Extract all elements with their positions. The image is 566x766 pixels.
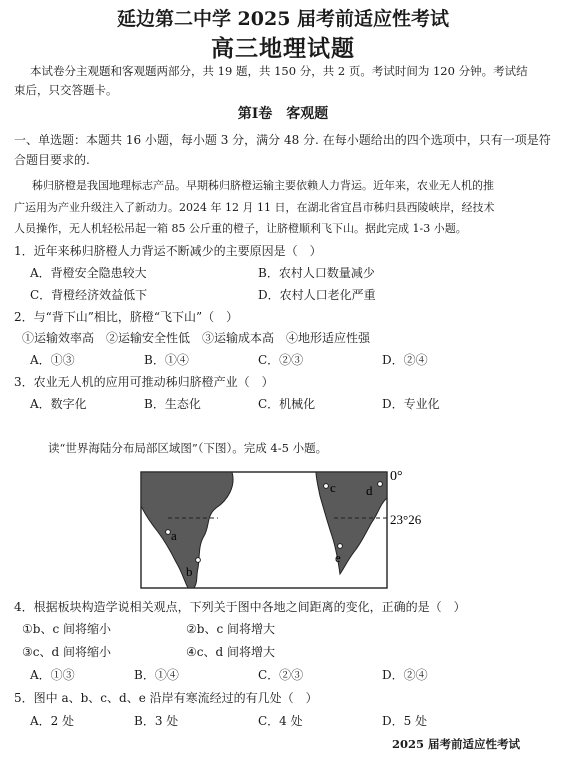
q2-option-a: A．①③ [30, 353, 75, 367]
q4-option-b: B．①④ [134, 668, 179, 682]
q5-option-d: D．5 处 [382, 714, 428, 728]
q4-option-c: C．②③ [258, 668, 304, 682]
point-a-label: a [171, 528, 177, 543]
q2-option-d: D．②④ [382, 353, 428, 367]
point-b-marker [196, 558, 201, 563]
point-a-marker [166, 530, 171, 535]
q1-option-d: D．农村人口老化严重 [258, 288, 376, 302]
school-title: 延边第二中学 2025 届考前适应性考试 [116, 8, 450, 30]
q5-option-c: C．4 处 [258, 714, 303, 728]
q3-option-a: A．数字化 [30, 397, 87, 411]
section-intro-line-2: 合题目要求的. [14, 153, 90, 167]
instructions-line-1: 本试卷分主观题和客观题两部分，共 19 题，共 150 分，共 2 页。考试时间为 120 分钟。考试结 [30, 64, 528, 78]
q5-option-a: A．2 处 [30, 714, 75, 728]
q4-option-a: A．①③ [30, 668, 75, 682]
q1-option-b: B．农村人口数量减少 [258, 266, 375, 280]
point-e-marker [338, 544, 343, 549]
passage1-line-3: 人员操作，无人机轻松吊起一箱 85 公斤重的橙子，让脐橙顺利飞下山。据此完成 1-3 小题。 [14, 222, 467, 235]
world-sea-land-map [140, 464, 422, 590]
passage2-line-1: 读“世界海陆分布局部区域图”（下图）。完成 4-5 小题。 [48, 441, 328, 455]
q2-option-b: B．①④ [144, 353, 189, 367]
point-c-label: c [330, 480, 336, 495]
passage1-line-2: 广运用为产业升级注入了新动力。2024 年 12 月 11 日，在湖北省宜昌市秭归县西陵峡岸，经技术 [14, 201, 495, 214]
section-intro-line-1: 一、单选题：本题共 16 小题，每小题 3 分，满分 48 分. 在每小题给出的四个选项中，只有一项是符 [14, 133, 551, 147]
q1-stem: 1．近年来秭归脐橙人力背运不断减少的主要原因是（ ） [14, 244, 322, 258]
section-title: 第Ⅰ卷 客观题 [237, 106, 329, 122]
passage1-line-1: 秭归脐橙是我国地理标志产品。早期秭归脐橙运输主要依赖人力背运。近年来，农业无人机的推 [32, 179, 494, 192]
footer-text: 2025 届考前适应性考试 [392, 737, 521, 751]
point-c-marker [324, 484, 329, 489]
q4-item-4: ④c、d 间将增大 [186, 645, 275, 659]
instructions-line-2: 束后，只交答题卡。 [14, 83, 118, 97]
q5-option-b: B．3 处 [134, 714, 179, 728]
point-b-label: b [186, 564, 193, 579]
point-e-label: e [335, 550, 341, 565]
q4-item-1: ①b、c 间将缩小 [22, 622, 111, 636]
q3-option-c: C．机械化 [258, 397, 316, 411]
q4-item-3: ③c、d 间将缩小 [22, 645, 111, 659]
q4-stem: 4．根据板块构造学说相关观点，下列关于图中各地之间距离的变化，正确的是（ ） [14, 600, 466, 614]
q3-option-d: D．专业化 [382, 397, 440, 411]
point-d-label: d [366, 483, 373, 498]
subject-title: 高三地理试题 [211, 35, 355, 62]
q2-stem: 2．与“背下山”相比，脐橙“飞下山”（ ） [14, 310, 239, 324]
q2-option-c: C．②③ [258, 353, 304, 367]
equator-label: 0° [390, 469, 403, 484]
q3-option-b: B．生态化 [144, 397, 201, 411]
map-svg [140, 464, 422, 590]
q5-stem: 5．图中 a、b、c、d、e 沿岸有寒流经过的有几处（ ） [14, 691, 318, 705]
q2-items: ①运输效率高 ②运输安全性低 ③运输成本高 ④地形适应性强 [22, 331, 371, 345]
point-d-marker [378, 482, 383, 487]
q1-option-c: C．背橙经济效益低下 [30, 288, 148, 302]
q4-item-2: ②b、c 间将增大 [186, 622, 275, 636]
tropic-label: 23°26′ [390, 512, 422, 527]
q1-option-a: A．背橙安全隐患较大 [30, 266, 147, 280]
q3-stem: 3．农业无人机的应用可推动秭归脐橙产业（ ） [14, 375, 274, 389]
q4-option-d: D．②④ [382, 668, 428, 682]
